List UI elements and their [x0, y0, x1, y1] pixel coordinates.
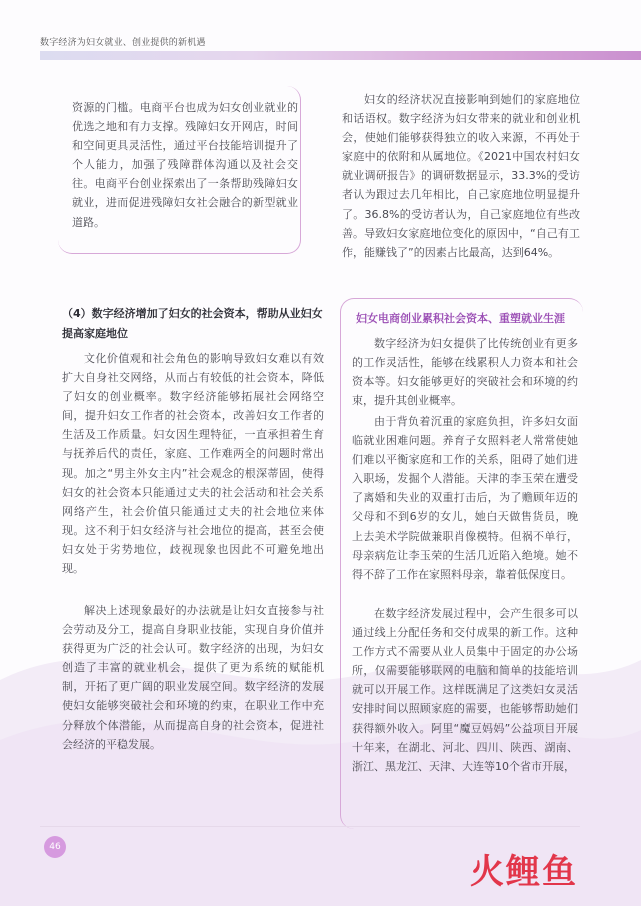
left-box-text: 资源的门槛。电商平台也成为妇女创业就业的优选之地和有力支撑。残障妇女开网店，时间和空间更具灵活性，通过平台技能培训提升了个人能力，加强了残障群体沟通以及社会交往。电商平台创业探索出了一条帮助残障妇女就业，进而促进残障妇女社会融合的新型就业道路。: [72, 101, 298, 229]
section-paragraph-1: 文化价值观和社会角色的影响导致妇女难以有效扩大自身社交网络，从而占有较低的社会资本，降低了妇女的创业概率。数字经济能够拓展社会网络空间，提升妇女工作者的社会资本，改善妇女工作者的生活及工作质量。妇女因生理特征，一直承担着生育与抚养后代的责任，家庭、工作难两全的问题时常出现。加之“男主外女主内”社会观念的根深蒂固，使得妇女的社会资本只能通过丈夫的社会活动和社会关系网络产生，社会价值只能通过丈夫的社会地位来体现。这不利于妇女经济与社会地位的提高，甚至会使妇女处于劣势地位，歧视现象也因此不可避免地出现。: [62, 352, 324, 576]
right-column-paragraph: 妇女的经济状况直接影响到她们的家庭地位和话语权。数字经济为妇女带来的就业和创业机会，使她们能够获得独立的收入来源，不再处于家庭中的依附和从属地位。《2021中国农村妇女就业调研报告》的调研数据显示，33.3%的受访者认为跟过去几年相比，自己家庭地位明显提升了。36.8%的受访者认为，自己家庭地位有些改善。导致妇女家庭地位变化的原因中，“自己有工作，能赚钱了”的因素占比最高，达到64%。: [342, 93, 580, 259]
case-paragraph-2: 由于背负着沉重的家庭负担，许多妇女面临就业困难问题。养育子女照料老人常常使她们难以平衡家庭和工作的关系，阻碍了她们进入职场，发掘个人潜能。天津的李玉荣在遭受了离婚和失业的双重打击后，为了赡顾年迈的父母和不到6岁的女儿，她白天做售货员，晚上去美术学院做兼职肖像模特。但祸不单行，母亲病危让李玉荣的生活几近陷入绝境。她不得不辞了工作在家照料母亲，靠着低保度日。: [352, 415, 578, 581]
section-heading: （4）数字经济增加了妇女的社会资本，帮助从业妇女提高家庭地位: [62, 307, 323, 340]
case-box-title: 妇女电商创业累积社会资本、重塑就业生涯: [356, 312, 565, 325]
case-paragraph-1: 数字经济为妇女提供了比传统创业有更多的工作灵活性，能够在线累积人力资本和社会资本等。妇女能够更好的突破社会和环境的约束，提升其创业概率。: [352, 337, 578, 408]
case-paragraph-3: 在数字经济发展过程中，会产生很多可以通过线上分配任务和交付成果的新工作。这种工作方式不需要从业人员集中于固定的办公场所，仅需要能够联网的电脑和简单的技能培训就可以开展工作。这样既满足了这类妇女灵活安排时间以照顾家庭的需要，也能够帮助她们获得额外收入。阿里“魔豆妈妈”公益项目开展十年来，在湖北、河北、四川、陕西、湖南、浙江、黑龙江、天津、大连等10个省市开展，: [352, 607, 578, 773]
page-number-badge: 46: [44, 836, 66, 858]
header-gradient-bar: [40, 51, 641, 60]
footer-divider: [40, 826, 580, 827]
section-paragraph-2: 解决上述现象最好的办法就是让妇女直接参与社会劳动及分工，提高自身职业技能，实现自身价值并获得更为广泛的社会认可。数字经济的出现，为妇女创造了丰富的就业机会，提供了更为系统的赋能机制，开拓了更广阔的职业发展空间。数字经济的发展使妇女能够突破社会和环境的约束，在职业工作中充分释放个体潜能，从而提高自身的社会资本，促进社会经济的平稳发展。: [62, 604, 324, 751]
watermark-logo: 火鲤鱼: [470, 852, 578, 892]
running-header-title: 数字经济为妇女就业、创业提供的新机遇: [40, 38, 206, 48]
